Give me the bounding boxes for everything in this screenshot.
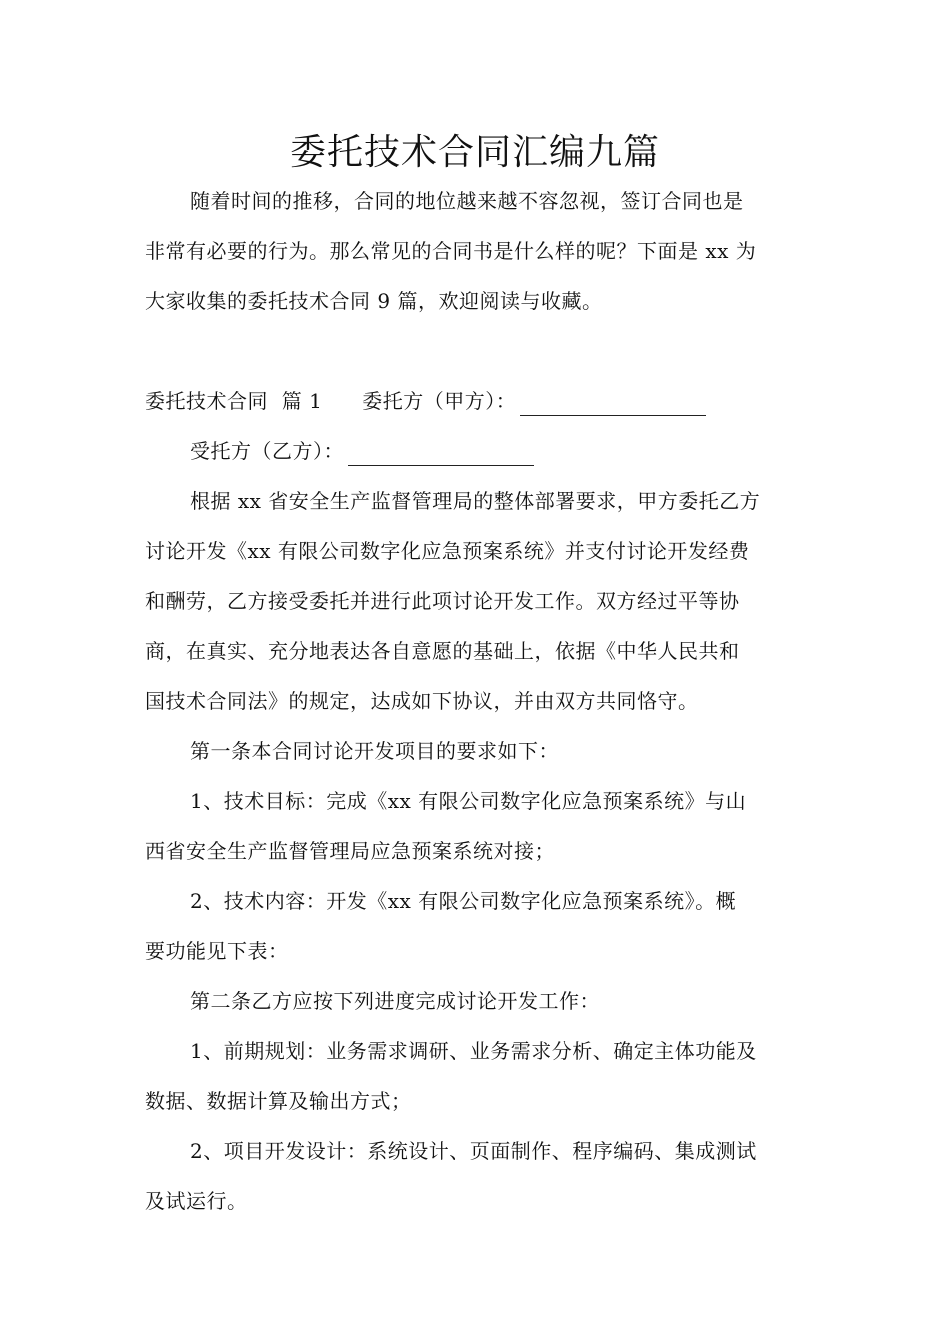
document-title: 委托技术合同汇编九篇 (289, 132, 660, 173)
party-b-row (190, 436, 534, 466)
article-1-item-2-line-2: 要功能见下表： (145, 939, 289, 963)
preamble-line-1: 根据 xx 省安全生产监督管理局的整体部署要求，甲方委托乙方 (190, 489, 761, 513)
article-2-item-1-line-1: 1、前期规划：业务需求调研、业务需求分析、确定主体功能及 (190, 1039, 757, 1063)
preamble-line-5: 国技术合同法》的规定，达成如下协议，并由双方共同恪守。 (145, 689, 699, 713)
intro-line-3: 大家收集的委托技术合同 9 篇，欢迎阅读与收藏。 (145, 289, 603, 313)
article-2-item-2-line-1: 2、项目开发设计：系统设计、页面制作、程序编码、集成测试 (190, 1139, 757, 1163)
article-1-item-1-line-2: 西省安全生产监督管理局应急预案系统对接； (145, 839, 555, 863)
party-a-blank-line (520, 393, 706, 416)
party-a-label: 委托方（甲方）： (362, 389, 517, 413)
preamble-line-2: 讨论开发《xx 有限公司数字化应急预案系统》并支付讨论开发经费 (145, 539, 750, 563)
party-b-blank-line (348, 443, 534, 466)
party-b-label: 受托方（乙方）： (190, 439, 344, 463)
intro-line-1: 随着时间的推移，合同的地位越来越不容忽视，签订合同也是 (190, 189, 744, 213)
article-1-item-1-line-1: 1、技术目标：完成《xx 有限公司数字化应急预案系统》与山 (190, 789, 747, 813)
intro-line-2: 非常有必要的行为。那么常见的合同书是什么样的呢？下面是 xx 为 (145, 239, 757, 263)
section-1-heading-row (145, 386, 706, 416)
article-2-heading: 第二条乙方应按下列进度完成讨论开发工作： (190, 989, 600, 1013)
preamble-line-4: 商，在真实、充分地表达各自意愿的基础上，依据《中华人民共和 (145, 639, 740, 663)
article-1-item-2-line-1: 2、技术内容：开发《xx 有限公司数字化应急预案系统》。概 (190, 889, 737, 913)
section-1-heading: 委托技术合同 篇 1 (145, 389, 323, 413)
article-2-item-2-line-2: 及试运行。 (145, 1189, 248, 1213)
article-2-item-1-line-2: 数据、数据计算及输出方式； (145, 1089, 412, 1113)
preamble-line-3: 和酬劳，乙方接受委托并进行此项讨论开发工作。双方经过平等协 (145, 589, 740, 613)
article-1-heading: 第一条本合同讨论开发项目的要求如下： (190, 739, 559, 763)
